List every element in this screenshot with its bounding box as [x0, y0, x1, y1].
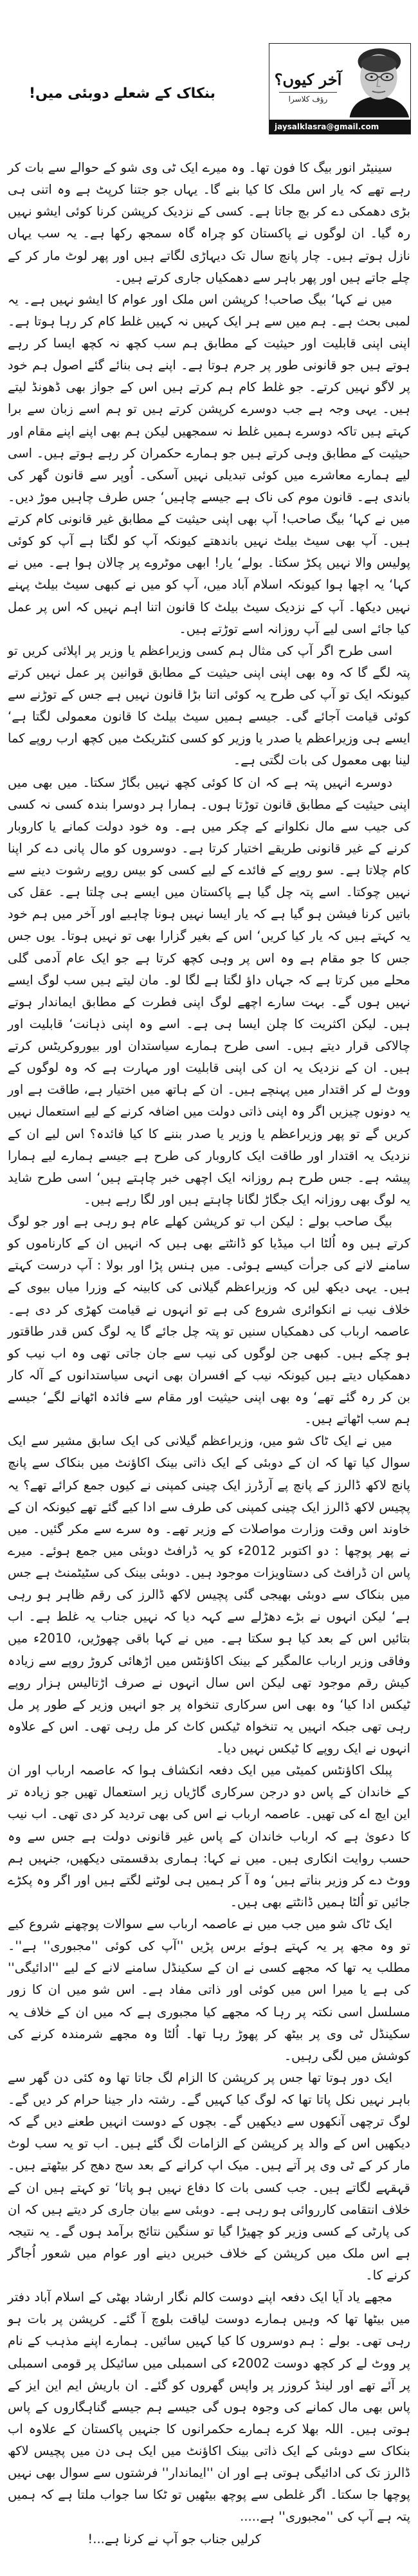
- article-paragraph: ایک ٹاک شو میں جب میں نے عاصمہ ارباب سے سوالات پوچھنے شروع کیے تو وہ مجھ پر یہ کہتے ہوئے برس پڑیں ''آپ کی کوئی ''مجبوری'' ہے''۔ مطلب یہ تھا کہ مجھے کسی نے ان کے سکینڈل سامنے لانے کے لیے ''ادائیگی'' کی ہے یا میرا اس میں کوئی اور ذاتی مفاد ہے۔ اس شو میں ان کا زور مسلسل اسی نکتہ پر رہا کہ مجھے کیا مجبوری ہے کہ میں ان کے خلاف یہ سکینڈل ٹی وی پر بیٹھ کر پھوڑ رہا تھا۔ اُلٹا وہ مجھے شرمندہ کرنے کی کوشش میں لگی رہیں۔: [8, 1917, 410, 2063]
- article-headline: بنکاک کے شعلے دوبئی میں!: [29, 86, 215, 102]
- article-paragraph: مجھے یاد آیا ایک دفعہ اپنے دوست کالم نگار ارشاد بھٹی کے اسلام آباد دفتر میں بیٹھا تھا کہ وہیں ہمارے دوست لیاقت بلوچ آ گئے۔ کرپشن پر بات ہو رہی تھی۔ بولے : ہم دوسروں کا کیا کہیں سائیں۔ ہمارے اپنے مذہب کے نام پر ووٹ لے کر کچھ دوست 2002ء کی اسمبلی میں سائیکل پر قومی اسمبلی پر آئے تھے اور لینڈ کروزر پر واپس گھروں کو گئے۔ ان باریش ایم این ایز کے پاس بھی مال کمانے کی وجوہ ہوں گی جیسے ہم جیسے گناہگاروں کے پاس ہوتی ہیں۔ اللہ بھلا کرے ہمارے حکمرانوں کا جنہیں پاکستان کے علاوہ اب بنکاک سے دوبئی کے ایک ذاتی بینک اکاؤنٹ میں ایک ہی دن میں پچیس لاکھ ڈالرز تک کی ادائیگی ہوتی ہے اور ان ''ایماندار'' فرشتوں سے سوال بھی نہیں پوچھا جا سکتا۔ اگر غلطی سے پوچھ بیٹھیں تو ٹکا سا جواب ملتا ہے کہ ہمیں پتہ ہے آپ کی ''مجبوری'' ہے.....: [8, 2290, 410, 2525]
- divider: [279, 92, 337, 93]
- article-paragraph: بیگ صاحب بولے : لیکن اب تو کرپشن کھلے عام ہو رہی ہے اور جو لوگ کرتے ہیں وہ اُلٹا اب میڈیا کو ڈانٹتے بھی ہیں کہ انہیں ان کے کارناموں کو سامنے لانے کی جرأت کیسے ہوئی۔ میں ہنس پڑا اور بولا : آپ درست کہتے ہیں۔ یہی دیکھ لیں کہ وزیراعظم گیلانی کی کابینہ کے وزرا میاں بیوی کے خلاف نیب نے انکوائری شروع کی ہے تو انہوں نے قیامت کھڑی کر دی ہے۔ عاصمہ ارباب کی دھمکیاں سنیں تو پتہ چل جائے گا یہ لوگ کس قدر طاقتور ہو چکے ہیں۔ کبھی جن لوگوں کی نیب سے جان جاتی تھی وہ اب نیب کو دھمکیاں دیتے ہیں کیونکہ نیب کے افسران بھی انہی سیاستدانوں کے آلہ کار بن کر رہ گئے تھے‘ وہ بھی اپنی حیثیت اور مقام سے فائدہ اٹھانے لگے‘ جیسے ہم سب اٹھاتے ہیں۔: [8, 1214, 411, 1427]
- article-paragraph: دوسرے انہیں پتہ ہے کہ ان کا کوئی کچھ نہیں بگاڑ سکتا۔ میں بھی میں اپنی حیثیت کے مطابق قانون توڑتا ہوں۔ ہمارا ہر دوسرا بندہ کسی نہ کسی کی جیب سے مال نکلوانے کے چکر میں ہے۔ وہ خود دولت کمانے یا کاروبار کرنے کے غیر قانونی طریقے اختیار کرتا ہے۔ دوسروں کو مال پانی دے کر اپنا کام چلاتا ہے۔ سو روپے کے فائدے کے لیے کسی کو بیس روپے رشوت دینے سے نہیں چوکتا۔ اسے پتہ چل گیا ہے پاکستان میں ایسے ہی چلتا ہے۔ عقل کی باتیں کرنا فیشن ہو گیا ہے کہ یار ایسا نہیں ہونا چاہیے اور آخر میں ہم خود یہ کہتے ہیں کہ یار کیا کریں‘ اس کے بغیر گزارا بھی تو نہیں ہوتا۔ یوں جس جس کا جو مقام ہے وہ اس پر وہی کچھ کرتا ہے جو ایک عام آدمی گلی محلے میں کرتا ہے کہ جہاں داؤ لگتا ہے لگا لو۔ مان لیتے ہیں سب لوگ ایسے نہیں ہوں گے۔ بہت سارے اچھے لوگ اپنی فطرت کے مطابق ایماندار ہوتے ہیں۔ لیکن اکثریت کا چلن ایسا ہی ہے۔ اسے وہ اپنی ذہانت‘ قابلیت اور چالاکی قرار دیتے ہیں۔ اسی طرح ہمارے سیاستدان اور بیوروکریٹس کرتے ہیں۔ ان کے نزدیک یہ ان کی اپنی قابلیت اور مہارت ہے کہ وہ لوگوں کے ووٹ لے کر اقتدار میں پہنچے ہیں۔ ان کے ہاتھ میں اختیار ہے، طاقت ہے اور یہ دونوں چیزیں اگر وہ اپنی ذاتی دولت میں اضافہ کرنے کے لیے استعمال نہیں کریں گے تو پھر وزیراعظم یا وزیر یا صدر بننے کا کیا فائدہ؟ اس لیے ان کے نزدیک یہ اقتدار اور طاقت ایک کاروبار کی طرح ہے جیسے ہمارے لیے ہمارا پیشہ ہے۔ جس طرح ہم روزانہ ایک اچھی خبر چاہتے ہیں‘ اسی طرح شاید یہ لوگ بھی روزانہ ایک جگاڑ لگانا چاہتے ہیں اور لگا رہے ہیں۔: [8, 775, 410, 1207]
- article-body: [8, 157, 410, 2550]
- column-header: [0, 0, 418, 145]
- author-email[interactable]: jaysalklasra@gmail.com: [269, 120, 410, 134]
- article-paragraph: ایک دور ہوتا تھا جس پر کرپشن کا الزام لگ جاتا تھا وہ کئی دن گھر سے باہر نہیں نکل پاتا تھا کہ لوگ کیا کہیں گے۔ رشتہ دار جینا حرام کر دیں گے۔ لوگ ترچھی آنکھوں سے دیکھیں گے۔ بچوں کے دوست انہیں طعنے دیں گے کہ دیکھیں اس کے والد پر کرپشن کے الزامات لگ گئے ہیں۔ اب تو یہ سب لوٹ مار کر کے ٹی وی پر آتے ہیں۔ میک اپ کرانے کے بعد سج دھج کر بیٹھتے ہیں۔ قہقہے لگاتے ہیں۔ جب کسی بات کا دفاع نہیں ہو پاتا‘ تو کہتے ہیں ان کے خلاف انتقامی کارروائی ہو رہی ہے۔ دوبئی سے بیان جاری کر دیتے ہیں کہ ان کی پارٹی کے کسی وزیر کو چھیڑا گیا تو سنگین نتائج برآمد ہوں گے۔ یہ نتیجہ ہے اس ملک میں کرپشن کے خلاف خبریں دینے اور عوام میں شعور اُجاگر کرنے کا۔: [8, 2070, 410, 2283]
- author-photo-icon: [346, 44, 410, 120]
- article-paragraph: اسی طرح اگر آپ کی مثال ہم کسی وزیراعظم یا وزیر پر اپلائی کریں تو پتہ لگے گا کہ وہ بھی اپنی اپنی حیثیت کے مطابق قوانین پر عمل نہیں کرتے کیونکہ ایک تو آپ کی طرح یہ کوئی اتنا بڑا قانون نہیں ہے جس کے توڑنے سے کوئی قیامت آجائے گی۔ جیسے ہمیں سیٹ بیلٹ کا قانون معمولی لگتا ہے‘ ایسے ہی وزیراعظم یا صدر یا وزیر کو کسی کنٹریکٹ میں کچھ ارب روپے کما لینا بھی معمول کی بات لگتی ہے۔: [8, 643, 410, 768]
- column-logo: [269, 43, 411, 134]
- article-paragraph: پبلک اکاؤنٹس کمیٹی میں ایک دفعہ انکشاف ہوا کہ عاصمہ ارباب اور ان کے خاندان کے پاس دو درجن سرکاری گاڑیاں زیر استعمال تھیں جو زیادہ تر این ایچ اے کی تھیں۔ عاصمہ ارباب نے اس کی بھی تردید کر دی تھی۔ اب نیب کا دعویٰ ہے کہ ارباب خاندان کے پاس غیر قانونی دولت ہے جس سے وہ حسب روایت انکاری ہیں۔ میں نے کہا: ہماری بدقسمتی دیکھیں، جنہیں ہم ووٹ دے کر وزیر بناتے ہیں‘ وہ آ کر ہمیں ہی لوٹنے لگتے ہیں اور اگر وہ پکڑے جائیں تو اُلٹا ہمیں ڈانٹتے بھی ہیں۔: [8, 1763, 410, 1909]
- article-paragraph: سینیٹر انور بیگ کا فون تھا۔ وہ میرے ایک ٹی وی شو کے حوالے سے بات کر رہے تھے کہ یار اس ملک کا کیا بنے گا۔ یہاں جو جتنا کرپٹ ہے وہ اتنی ہی بڑی دھمکی دے کر بچ جاتا ہے۔ کسی کے نزدیک کرپشن کرنا کوئی ایشو نہیں رہ گیا۔ ان لوگوں نے پاکستان کو چراہ گاہ سمجھ رکھا ہے۔ یہ سب یہاں نازل ہوتے ہیں۔ چار پانچ سال تک دیہاڑی لگاتے ہیں اور پھر لوٹ مار کر کے چلے جاتے ہیں اور پھر باہر سے دھمکیاں جاری کرتے ہیں۔: [8, 160, 410, 285]
- article-closing-line: کرلیں جناب جو آپ نے کرنا ہے...!: [87, 2531, 261, 2546]
- article-paragraph: میں نے ایک ٹاک شو میں، وزیراعظم گیلانی کی ایک سابق مشیر سے ایک سوال کیا تھا کہ ان کے دوبئی کے ایک ذاتی بینک اکاؤنٹ میں بنکاک سے پانچ پانچ لاکھ ڈالرز کے پانچ پے آرڈرز ایک چینی کمپنی نے کیوں جمع کرائے تھے؟ یہ پچیس لاکھ ڈالرز ایک چینی کمپنی کی طرف سے ادا کیے گئے تھے کیونکہ ان کے خاوند اس وقت وزارت مواصلات کے وزیر تھے۔ وہ سرے سے مکر گئیں۔ میں نے پھر پوچھا : دو اکتوبر 2012ء کو یہ ڈرافٹ دوبئی میں جمع ہوئے۔ میرے پاس ان ڈرافٹ کی دستاویزات موجود ہیں۔ دوبئی بینک کی سٹیٹمنٹ ہے جس میں بنکاک سے دوبئی بھیجی گئی پچیس لاکھ ڈالرز کی رقم ظاہر ہو رہی ہے‘ لیکن انہوں نے بڑے دھڑلے سے کہہ دیا کہ نہیں جناب یہ غلط ہے۔ اب بتائیں اس کے بعد کیا ہو سکتا ہے۔ میں نے کہا باقی چھوڑیں، 2010ء میں وفاقی وزیر ارباب عالمگیر کے بینک اکاؤنٹس میں اڑھائی کروڑ روپے سے زیادہ کیش رقم موجود تھی لیکن اس سال انہوں نے صرف اڑتالیس ہزار روپے ٹیکس ادا کیا‘ وہ بھی اس سرکاری تنخواہ پر جو انہیں وزیر کے طور پر مل رہی تھی جبکہ انہیں یہ تنخواہ ٹیکس کاٹ کر مل رہی تھی۔ اس کے علاوہ انہوں نے ایک روپے کا ٹیکس نہیں دیا۔: [8, 1433, 410, 1756]
- logo-text-group: [272, 69, 344, 105]
- article-paragraph: میں نے کہا‘ بیگ صاحب! کرپشن اس ملک اور عوام کا ایشو نہیں ہے۔ یہ لمبی بحث ہے۔ ہم میں سے ہر ایک کہیں نہ کہیں غلط کام کر رہا ہوتا ہے۔ اپنی اپنی قابلیت اور حیثیت کے مطابق ہم سب کچھ نہ کچھ ایسا کر رہے ہوتے ہیں جو قانونی طور پر جرم ہوتا ہے۔ اپنے ہی بنائے گئے اصول ہم خود پر لاگو نہیں کرتے۔ جو غلط کام ہم کرتے ہیں اس کے جواز بھی ڈھونڈ لیتے ہیں۔ یہی وجہ ہے جب دوسرے کرپشن کرتے ہیں تو ہم اسے زبان سے برا کہتے ہیں تاکہ دوسرے ہمیں غلط نہ سمجھیں لیکن ہم بھی اپنے اپنے مقام اور حیثیت کے مطابق وہی کرتے ہیں جو ہمارے حکمران کر رہے ہوتے ہیں۔ اسی لیے ہمارے معاشرے میں کوئی تبدیلی نہیں آسکی۔ اُوپر سے قانون گھر کی باندی ہے۔ قانون موم کی ناک ہے جیسے چاہیں‘ جس طرف چاہیں موڑ دیں۔ میں نے کہا‘ بیگ صاحب! آپ بھی اپنی حیثیت کے مطابق غیر قانونی کام کرتے ہیں۔ آپ بھی سیٹ بیلٹ نہیں باندھتے کیونکہ آپ کو لگتا ہے آپ کو کوئی پولیس والا نہیں پکڑ سکتا۔ بولے‘ یار! ابھی موٹروے پر چالان ہوا ہے۔ میں نے کہا‘ یہ اچھا ہوا کیونکہ اسلام آباد میں، آپ کو میں نے کبھی سیٹ بیلٹ پہنے نہیں دیکھا۔ آپ کے نزدیک سیٹ بیلٹ کا قانون اتنا اہم نہیں کہ اس پر عمل کیا جائے اسی لیے آپ روزانہ اسے توڑتے ہیں۔: [8, 291, 410, 636]
- author-name: رؤف کلاسرا: [288, 95, 328, 104]
- column-name: آخر کیوں؟: [274, 70, 342, 89]
